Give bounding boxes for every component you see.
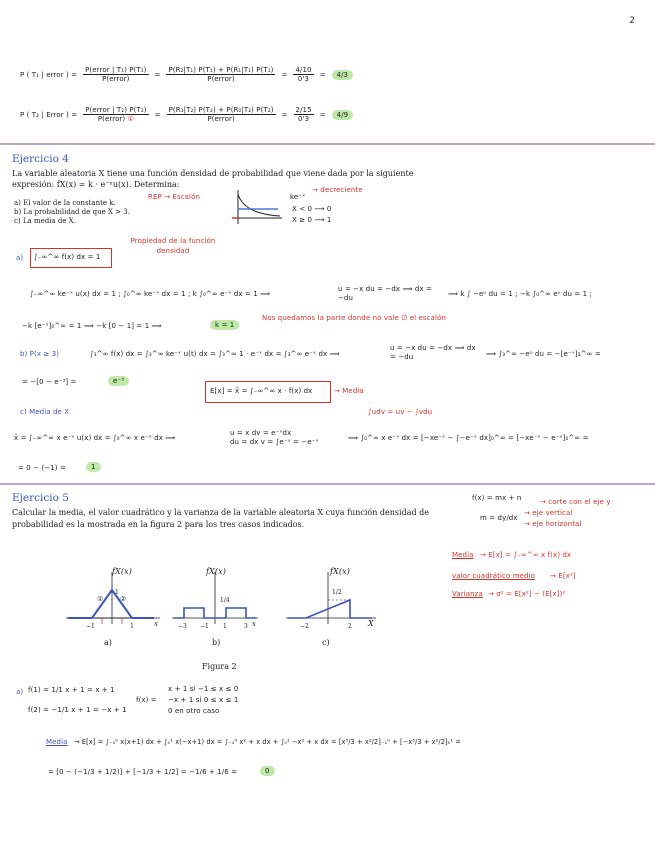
rep-note: REP → Escalón: [148, 193, 200, 201]
svg-text:1: 1: [130, 623, 134, 630]
ex4-b-result: e⁻³: [108, 376, 129, 386]
ex5-f2: f(2) = −1/1 x + 1 = −x + 1: [28, 706, 127, 714]
line1-lhs: P ( T₁ | error ) =: [20, 70, 78, 79]
section-divider-1: [0, 143, 655, 145]
ex4-a-label: a): [16, 254, 24, 262]
ex4-b-label: b) P(x ≥ 3): [20, 350, 60, 358]
bayes-line-1: P ( T₁ | error ) = P(error | T₁) P(T₁) P(error) = P(R₂|T₁) P(T₁) + P(R₁|T₁) P(T₁) P(error) = $\frac{4/10}{0'3}$ = 4/3: [20, 66, 353, 83]
ex5-title: Ejercicio 5: [12, 492, 69, 504]
svg-text:1/2: 1/2: [332, 589, 342, 596]
line2-result: 4/9: [332, 110, 354, 120]
figure-caption: Figura 2: [202, 662, 237, 671]
fig-a-axis-label: fX(x): [112, 567, 132, 576]
fig-a-caption: a): [104, 638, 112, 647]
line1-result: 4/3: [332, 70, 354, 80]
figure-b: [170, 568, 260, 630]
ex5-piece-lhs: f(x) =: [136, 696, 157, 704]
ex5-piece-1: x + 1 si −1 ≤ x ≤ 0: [168, 685, 239, 693]
svg-text:−1: −1: [200, 623, 209, 630]
line1-frac2: P(R₂|T₁) P(T₁) + P(R₁|T₁) P(T₁) P(error): [168, 66, 274, 83]
fig-b-caption: b): [212, 638, 221, 647]
ex4-text-2: expresión: fX(x) = k · e⁻ˣu(x). Determina:: [12, 180, 180, 189]
svg-text:1/4: 1/4: [220, 597, 230, 604]
svg-text:1: 1: [115, 589, 119, 596]
ex5-piece-2: −x + 1 si 0 ≤ x ≤ 1: [168, 696, 239, 704]
def-cuad-label: valor cuadrático medio: [452, 572, 535, 580]
fig-b-axis-label: fX(x): [206, 567, 226, 576]
svg-text:2: 2: [348, 623, 352, 630]
fig-c-axis-label: fX(x): [330, 567, 350, 576]
svg-text:−3: −3: [178, 623, 187, 630]
ex4-b-line-1b: ⟹ ∫₃^∞ −eᵘ du = −[e⁻ˣ]₃^∞ =: [486, 350, 601, 358]
ex4-text-1: La variable aleatoria X tiene una función densidad de probabilidad que viene dada por la siguiente: [12, 169, 414, 178]
ex5-media-line: → E[x] = ∫₋₁⁰ x(x+1) dx + ∫₀¹ x(−x+1) dx = ∫₋₁⁰ x² + x dx + ∫₀¹ −x² + x dx = [x³/3 + x²/2]₋₁⁰ + [−x³/3 + x²/2]₀¹ =: [74, 738, 461, 746]
ex5-piece-3: 0 en otro caso: [168, 707, 220, 715]
def-media-label: Media: [452, 551, 474, 559]
def-var-label: Varianza: [452, 590, 483, 598]
ex4-b-sub: u = −x du = −dx ⟹ dx = −du: [390, 344, 476, 361]
ex4-item-c: c) La media de X.: [14, 217, 76, 225]
ex4-c-line-1: x̄ = ∫₋∞^∞ x e⁻ˣ u(x) dx = ∫₀^∞ x e⁻ˣ dx ⟹: [14, 434, 176, 442]
line2-frac2: P(R₁|T₂) P(T₂) + P(R₀|T₂) P(T₂) P(error): [168, 106, 274, 123]
ex5-text-1: Calcular la media, el valor cuadrático y la varianza de la variable aleatoria X cuya función densidad de: [12, 508, 429, 517]
def-var: → σ² = E[x²] − (E[x])²: [488, 590, 566, 598]
ex4-title: Ejercicio 4: [12, 153, 69, 165]
ex5-final-line: = [0 − (−1/3 + 1/2)] + [−1/3 + 1/2] = −1/6 + 1/6 =: [48, 768, 238, 776]
ex4-a-note: Propiedad de la función densidad: [130, 237, 216, 255]
ex4-a-box-text: ∫₋∞^∞ f(x) dx = 1: [34, 253, 101, 261]
ex4-c-line-1b: ⟹ ∫₀^∞ x e⁻ˣ dx = [−xe⁻ˣ − ∫−e⁻ˣ dx]₀^∞ = [−xe⁻ˣ − e⁻ˣ]₀^∞ =: [348, 434, 589, 442]
decreciente-note: → decreciente: [312, 186, 363, 194]
def-cuad: → E[x²]: [550, 572, 576, 580]
svg-text:x: x: [252, 620, 256, 628]
svg-text:X: X: [368, 619, 374, 628]
circled-note: ①: [127, 115, 134, 123]
ex4-a-line-2: −k [e⁻ˣ]₀^∞ = 1 ⟹ −k [0 − 1] = 1 ⟹: [22, 322, 162, 330]
ex5-eje-horizontal: → eje horizontal: [524, 520, 582, 528]
ex4-c-parts: ∫udv = uv − ∫vdu: [368, 408, 433, 416]
def-media: → E[x] = ∫₋∞^∞ x f(x) dx: [480, 551, 572, 559]
ex4-a-sub: u = −x du = −dx ⟹ dx = −du: [338, 285, 432, 302]
ex4-a-line-1: ∫₋∞^∞ ke⁻ˣ u(x) dx = 1 ; ∫₀^∞ ke⁻ˣ dx = 1 ; k ∫₀^∞ e⁻ˣ dx = 1 ⟹: [30, 290, 271, 298]
line2-frac3: $\frac{2/15}{0'3}$: [295, 106, 312, 123]
svg-text:①: ①: [97, 595, 104, 603]
svg-text:−1: −1: [86, 623, 95, 630]
page-number: 2: [629, 16, 635, 26]
ex5-corte: → corte con el eje y: [540, 498, 611, 506]
ex5-eje-vertical: → eje vertical: [524, 509, 573, 517]
ex5-fx-line: f(x) = mx + n: [472, 494, 522, 502]
ex4-c-result: 1: [86, 462, 101, 472]
ex4-item-b: b) La probabilidad de que X > 3.: [14, 208, 130, 216]
line1-frac1: P(error | T₁) P(T₁) P(error): [85, 66, 147, 83]
line2-lhs: P ( T₂ | Error ) =: [20, 110, 78, 119]
decay-sketch: [232, 188, 284, 228]
ex4-c-label: c) Media de X: [20, 408, 70, 416]
ex4-b-line-2: = −[0 − e⁻³] =: [22, 378, 77, 386]
ex4-a-line-1b: ⟹ k ∫ −eᵘ du = 1 ; −k ∫₀^∞ eᵘ du = 1 ;: [448, 290, 593, 298]
section-divider-2: [0, 483, 655, 485]
media-note: → Media: [334, 387, 364, 395]
svg-text:x: x: [154, 620, 158, 628]
ex5-sol-a-label: a): [16, 688, 24, 696]
ex4-b-line-1: ∫₃^∞ f(x) dx = ∫₃^∞ ke⁻ˣ u(t) dx = ∫₃^∞ 1 · e⁻ˣ dx = ∫₃^∞ e⁻ˣ dx ⟹: [90, 350, 340, 358]
figure-a: [64, 568, 164, 630]
svg-text:3: 3: [244, 623, 248, 630]
ex5-f1: f(1) = 1/1 x + 1 = x + 1: [28, 686, 115, 694]
ex4-c-sub-1: u = x dv = e⁻ˣdx: [230, 429, 292, 437]
ex4-a-note-2: Nos quedamos la parte donde no vale ∅ el escalón: [262, 314, 446, 322]
limit-2: X ≥ 0 ⟶ 1: [292, 216, 332, 224]
ex5-media-label: Media: [46, 738, 68, 746]
svg-text:−2: −2: [300, 623, 309, 630]
limit-1: X < 0 ⟶ 0: [292, 205, 332, 213]
ex4-c-line-2: = 0 − (−1) =: [18, 464, 66, 472]
media-box-text: E[x] = x̄ = ∫₋∞^∞ x · f(x) dx: [210, 387, 313, 395]
ex4-a-result: k = 1: [210, 320, 239, 330]
fig-c-caption: c): [322, 638, 330, 647]
ex5-text-2: probabilidad es la mostrada en la figura 2 para los tres casos indicados.: [12, 520, 305, 529]
ex4-item-a: a) El valor de la constante k.: [14, 199, 116, 207]
ex4-c-sub-2: du = dx v = ∫e⁻ˣ = −e⁻ˣ: [230, 438, 319, 446]
bayes-line-2: P ( T₂ | Error ) = P(error | T₂) P(T₂) P(error) ① = P(R₁|T₂) P(T₂) + P(R₀|T₂) P(T₂) P(error) = $\frac{2/15}{0'3}$ = 4/9: [20, 106, 353, 123]
line1-frac3: $\frac{4/10}{0'3}$: [295, 66, 312, 83]
figure-c: [284, 568, 380, 630]
svg-text:1: 1: [223, 623, 227, 630]
ex5-m: m = dy/dx: [480, 514, 518, 522]
ex5-final-result: 0: [260, 766, 275, 776]
graph-label: ke⁻ˣ: [290, 193, 306, 201]
svg-text:②: ②: [120, 595, 127, 603]
line2-frac1: P(error | T₂) P(T₂) P(error) ①: [85, 106, 147, 123]
